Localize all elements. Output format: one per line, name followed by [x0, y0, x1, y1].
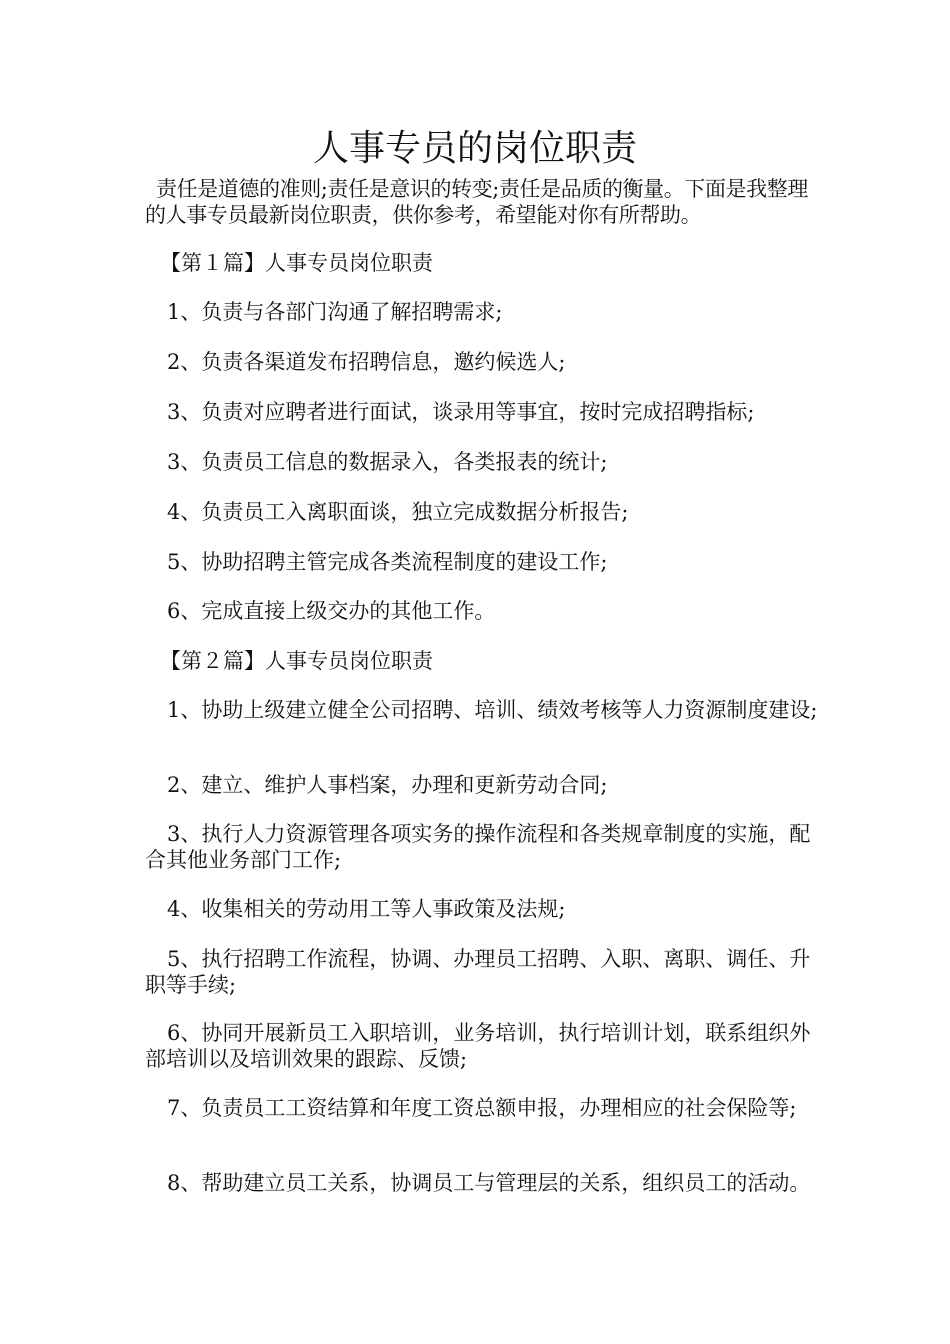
section-1-item: 3、负责员工信息的数据录入，各类报表的统计; [167, 450, 608, 474]
section-2-item: 2、建立、维护人事档案，办理和更新劳动合同; [167, 773, 608, 797]
section-2-item: 7、负责员工工资结算和年度工资总额申报，办理相应的社会保险等; [167, 1096, 797, 1120]
section-2-item: 3、执行人力资源管理各项实务的操作流程和各类规章制度的实施，配合其他业务部门工作; [145, 822, 811, 872]
section-2-item: 6、协同开展新员工入职培训，业务培训，执行培训计划，联系组织外部培训以及培训效果的跟踪、反馈; [145, 1021, 811, 1071]
section-2-item: 8、帮助建立员工关系，协调员工与管理层的关系，组织员工的活动。 [167, 1171, 811, 1195]
intro-paragraph: 责任是道德的准则;责任是意识的转变;责任是品质的衡量。下面是我整理的人事专员最新岗位职责，供你参考，希望能对你有所帮助。 [145, 177, 808, 227]
section-1-item: 4、负责员工入离职面谈，独立完成数据分析报告; [167, 500, 629, 524]
section-2-item: 5、执行招聘工作流程，协调、办理员工招聘、入职、离职、调任、升职等手续; [145, 947, 811, 997]
section-2-item: 4、收集相关的劳动用工等人事政策及法规; [167, 897, 566, 921]
section-1-heading: 【第１篇】人事专员岗位职责 [160, 251, 433, 275]
section-1-item: 1、负责与各部门沟通了解招聘需求; [167, 300, 503, 324]
section-1-item: 3、负责对应聘者进行面试，谈录用等事宜，按时完成招聘指标; [167, 400, 755, 424]
document-title: 人事专员的岗位职责 [312, 128, 637, 169]
section-2-item: 1、协助上级建立健全公司招聘、培训、绩效考核等人力资源制度建设; [167, 698, 818, 722]
section-1-item: 6、完成直接上级交办的其他工作。 [167, 599, 496, 623]
section-1-item: 5、协助招聘主管完成各类流程制度的建设工作; [167, 550, 608, 574]
section-1-item: 2、负责各渠道发布招聘信息，邀约候选人; [167, 350, 566, 374]
section-2-heading: 【第２篇】人事专员岗位职责 [160, 649, 433, 673]
